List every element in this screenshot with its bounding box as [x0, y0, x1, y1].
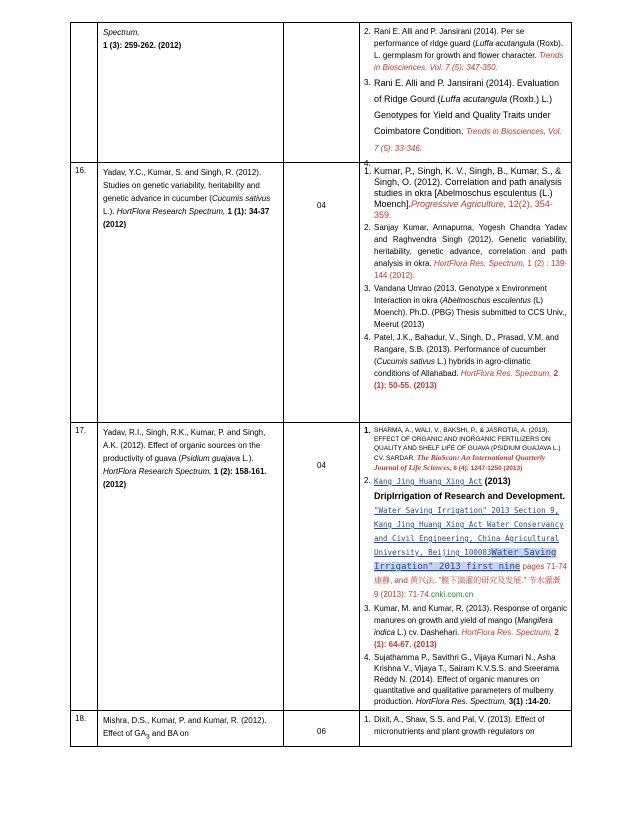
citation-item — [364, 75, 567, 157]
ref-text: and BA on — [149, 729, 189, 738]
citations-cell — [360, 423, 572, 711]
ref-text: L.). — [239, 454, 254, 463]
ref-italic: Psidium guajava — [181, 454, 240, 463]
citation-italic: Luffa acutangula — [475, 39, 535, 48]
citation-number: 1. — [364, 715, 371, 724]
ref-volume: 1 (2): 158-161. (2012) — [103, 467, 267, 489]
citation-text: SHARMA, A., WALI, V., BAKSHI, P., & JASROTIA, A. (2013). EFFECT OF ORGANIC AND INORGANIC FERTILIZERS ON QUALITY AND SHELF LIFE OF GUAVA (PSIDIUM GUAJAVA L.) CV. SARDAR. — [374, 427, 561, 462]
table-row — [71, 711, 572, 747]
citation-count: 04 — [284, 423, 360, 711]
citation-number: 2. — [364, 476, 371, 485]
citation-text: Kumar, M. and Kumar, R. (2013). Response of organic manures on growth and yield of mango ( — [374, 604, 567, 625]
citation-item — [364, 426, 567, 473]
citations-cell — [360, 163, 572, 423]
citation-count: 06 — [284, 711, 360, 747]
citation-item — [364, 474, 567, 602]
table-row — [71, 23, 572, 163]
citation-table — [70, 22, 572, 747]
ref-journal: Spectrum, — [103, 28, 140, 37]
citation-text: 12(2), 354-359. — [374, 199, 553, 220]
citation-item — [364, 714, 567, 738]
citation-text: Vandana Umrao (2013. Genotype x Environment Interaction in okra ( — [374, 284, 547, 305]
citation-number: 4. — [364, 333, 371, 342]
citation-text: 2 (1): 64-67. (2013) — [374, 628, 559, 649]
citation-text: (L) Moench). Ph.D. (PBG) Thesis submitted to CCS Univ., Meerut (2013) — [374, 296, 567, 329]
citation-text: 1 (2) : 139-144 (2012). — [374, 259, 567, 280]
ref-volume: 1 (1): 34-37 (2012) — [103, 207, 270, 229]
citation-text: Patel, J.K., Bahadur, V., Singh, D., Prasad, V.M. and Rangare, S.B. (2013). Performance of cucumber ( — [374, 333, 559, 366]
ref-journal: HortFlora Research Spectrum, — [116, 207, 226, 216]
reference-cell — [98, 423, 284, 711]
citation-number: 3. — [364, 78, 371, 87]
table-row — [71, 423, 572, 711]
citation-text: Rani E. Alli and P. Jansirani (2014). Per se performance of ridge guard ( — [374, 27, 525, 48]
citation-text: (Roxb). L. germplasm for growth and flower character. — [374, 39, 564, 60]
citation-text: L.) cv. Dashehari. — [394, 628, 462, 637]
citation-text: Kumar, P., Singh, K. V., Singh, B., Kumar, S., & Singh, O. (2012). Correlation and path analysis studies in okra [Abelmoschus esculentus (L.) Moench]. — [374, 166, 562, 209]
citation-title: (2013) DripIrrigation of Research and Development. — [374, 476, 566, 501]
reference-cell — [98, 163, 284, 423]
serial-number: 17. — [71, 423, 98, 711]
citation-number: 1. — [364, 166, 372, 176]
citation-item — [364, 26, 567, 74]
ref-subscript: 3 — [145, 733, 150, 741]
ref-text: Yadav, Y.C., Kumar, S. and Singh, R. (2012). Studies on genetic variability, heritability and genetic advance in cucumber ( — [103, 168, 262, 203]
citation-number: 4. — [364, 653, 371, 662]
citation-item — [364, 603, 567, 651]
citation-text: 2 (1): 50-55. (2013) — [374, 369, 559, 390]
ref-text: L.). — [103, 207, 117, 216]
citation-item — [364, 332, 567, 392]
ref-text: Yadav, R.I., Singh, R.K., Kumar, P. and Singh, A.K. (2012). Effect of organic sources on the productivity of guava ( — [103, 428, 266, 463]
citation-link[interactable]: "Water Saving Irrigation" 2013 Section 9, Kang Jing Huang Xing Act Water Conservancy and Civil Engineering, China Agricultural University, Beijing 100083 — [374, 506, 564, 557]
citation-item — [364, 166, 567, 221]
citation-journal: Trends in Biosciences, Vol. 7 (5): 347-350. — [374, 51, 564, 72]
citation-count: 04 — [284, 163, 360, 423]
citation-journal: The BioScan: An International Quarterly Journal of Life Sciences, — [374, 453, 546, 472]
citation-italic: Abelmoschus esculentus — [442, 296, 531, 305]
ref-journal: HortFlora Research Spectrum, — [103, 467, 212, 476]
citation-text: Sanjay Kumar, Annapurna, Yogesh Chandra Yadav and Raghvendra Singh (2012). Genetic variability, heritability, genetic advance, correlation and path analysis in okra. — [374, 223, 567, 268]
citation-number: 4. — [364, 159, 371, 168]
reference-cell — [98, 711, 284, 747]
citation-text: L.) hybrids in agro-climatic conditions of Allahabad. — [374, 357, 531, 378]
serial-number — [71, 23, 98, 163]
citation-journal: HortFlora Res. Spectrum, — [415, 697, 507, 706]
citation-number: 3. — [364, 284, 371, 293]
citations-cell — [360, 23, 572, 168]
citation-journal: Trends in Biosciences, Vol. 7 (5): 33-346. — [374, 127, 562, 153]
citation-item — [364, 652, 567, 707]
citation-italic: Cucumis sativus — [376, 357, 435, 366]
citations-cell — [360, 711, 572, 747]
citation-text: 3(1) :14-20. — [506, 697, 551, 706]
citation-text: Dixit, A., Shaw, S.S. and Pal, V. (2013). Effect of micronutrients and plant growth regulators on — [374, 715, 545, 736]
citation-item — [364, 222, 567, 282]
highlighted-text: Water Saving Irrigation" 2013 first nine — [374, 548, 557, 572]
cnki-link[interactable]: cnki.com.cn — [430, 590, 474, 599]
citation-italic: Mangifera indica — [374, 616, 553, 637]
ref-text: Mishra, D.S., Kumar, P. and Kumar, R. (2012). Effect of GA — [103, 716, 267, 738]
serial-number: 18. — [71, 711, 98, 747]
citation-italic: Luffa acutangula — [440, 94, 508, 104]
serial-number: 16. — [71, 163, 98, 423]
citation-number: 1. — [364, 426, 371, 435]
ref-text: 1 (3): 259-262. (2012) — [103, 41, 182, 50]
citation-journal: HortFlora Res. Spectrum, — [460, 369, 552, 378]
citation-count — [284, 23, 360, 163]
citation-number: 2. — [364, 27, 371, 36]
reference-cell — [98, 23, 284, 163]
citation-number: 3. — [364, 604, 371, 613]
citation-text: 8 (4): 1247-1250 (2013) — [451, 465, 523, 472]
ref-italic: Cucumis sativus — [211, 194, 271, 203]
citation-link[interactable]: Kang Jing Huang Xing Act — [374, 477, 483, 486]
citation-item — [364, 283, 567, 331]
citation-text: Rani E. Alli and P. Jansirani (2014). Evaluation of Ridge Gourd ( — [374, 78, 559, 104]
citation-journal: HortFlora Res. Spectrum, — [434, 259, 526, 268]
citation-text: (Roxb.) L.) Genotypes for Yield and Quality Traits under Coimbatore Condition. — [374, 94, 553, 136]
table-row — [71, 163, 572, 423]
citation-text: pages 71-74 康静, and 黄兴法. "膜下滴灌的研究及发展." 节水灌溉 9 (2013): 71-74. — [374, 562, 568, 599]
citation-journal: HortFlora Res. Spectrum, — [461, 628, 553, 637]
citation-number: 2. — [364, 223, 371, 232]
citation-journal: Progressive Agriculture, — [411, 199, 507, 209]
citation-text: Sujathamma P., Savithri G., Vijaya Kumari N., Asha Krishna V., Vijaya T., Sairam K.V.S.S. and Sreerama Reddy N. (2014). Effect of organic manures on quantitative and qualitative parameters of mulberry production. — [374, 653, 559, 706]
